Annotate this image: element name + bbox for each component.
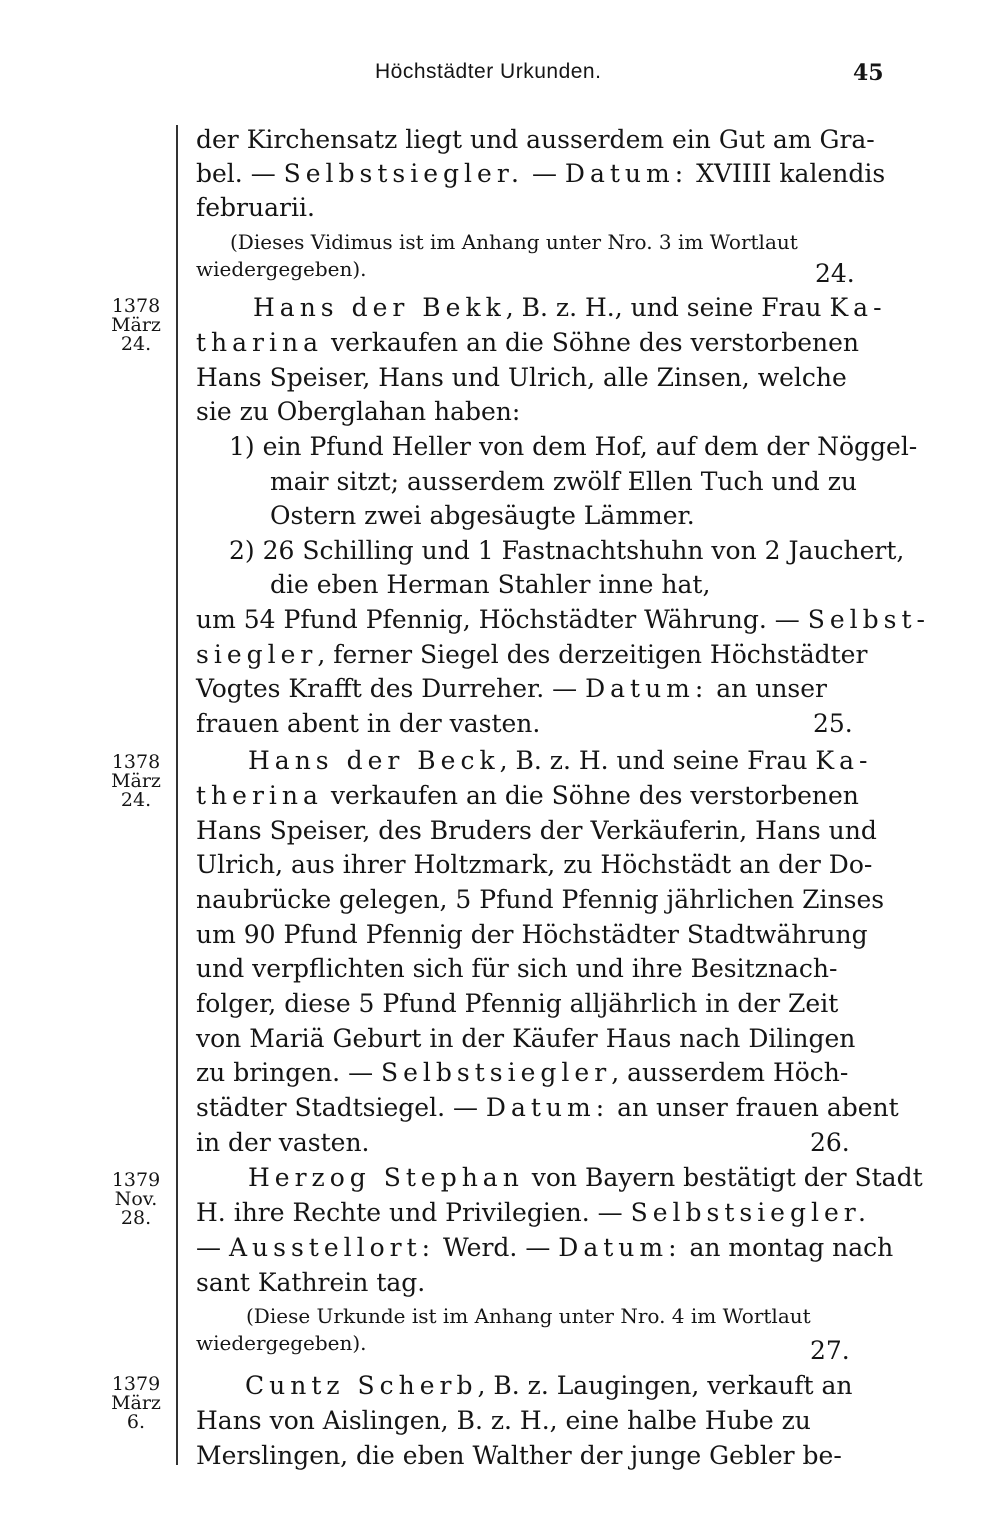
text-line: H. ihre Rechte und Privilegien. — Selbstsiegler. [196,1198,871,1227]
text-line: 1) ein Pfund Heller von dem Hof, auf dem der Nöggel- [229,432,918,461]
text-line: Hans der Bekk, B. z. H., und seine Frau Ka- [253,293,887,322]
text-line: bel. — Selbstsiegler. — Datum: XVIIII kalendis [196,159,886,188]
text-line: um 90 Pfund Pfennig der Höchstädter Stadtwährung [196,920,868,949]
text-line: tharina verkaufen an die Söhne des verstorbenen [196,328,860,357]
text-line: Hans von Aislingen, B. z. H., eine halbe Hube zu [196,1406,811,1435]
margin-date: 1378 März 24. [111,295,161,355]
text-line: Ulrich, aus ihrer Holtzmark, zu Höchstädt an der Do- [196,850,873,879]
text-line: mair sitzt; ausserdem zwölf Ellen Tuch und zu [270,467,857,496]
text-line: naubrücke gelegen, 5 Pfund Pfennig jährlichen Zinses [196,885,885,914]
text-line: zu bringen. — Selbstsiegler, ausserdem Höch- [196,1058,849,1087]
entry-number: 24. [815,259,855,288]
text-line: und verpflichten sich für sich und ihre Besitznach- [196,954,838,983]
text-line: 2) 26 Schilling und 1 Fastnachtshuhn von 2 Jauchert, [229,536,905,565]
page-number: 45 [853,60,884,86]
text-line: Cuntz Scherb, B. z. Laugingen, verkauft an [245,1371,853,1400]
text-line: städter Stadtsiegel. — Datum: an unser frauen abent [196,1093,899,1122]
entry-number: 25. [813,709,853,738]
margin-date: 1379 Nov. 28. [111,1169,161,1229]
text-line: Herzog Stephan von Bayern bestätigt der Stadt [248,1163,923,1192]
text-line: sie zu Oberglahan haben: [196,397,521,426]
text-line: frauen abent in der vasten. [196,709,541,738]
margin-rule [176,125,178,1465]
text-line: therina verkaufen an die Söhne des verstorbenen [196,781,859,810]
text-line: Hans Speiser, Hans und Ulrich, alle Zinsen, welche [196,363,847,392]
text-line: die eben Herman Stahler inne hat, [270,570,711,599]
text-line: Ostern zwei abgesäugte Lämmer. [270,501,695,530]
note-line: (Dieses Vidimus ist im Anhang unter Nro. 3 im Wortlaut [230,230,798,254]
note-line: (Diese Urkunde ist im Anhang unter Nro. 4 im Wortlaut [246,1304,811,1328]
text-line: folger, diese 5 Pfund Pfennig alljährlich in der Zeit [196,989,839,1018]
text-line: der Kirchensatz liegt und ausserdem ein Gut am Gra- [196,125,875,154]
text-line: siegler, ferner Siegel des derzeitigen Höchstädter [196,640,868,669]
text-line: von Mariä Geburt in der Käufer Haus nach Dilingen [196,1024,856,1053]
entry-number: 26. [810,1128,850,1157]
text-line: — Ausstellort: Werd. — Datum: an montag nach [196,1233,894,1262]
text-line: februarii. [196,193,315,222]
text-line: Hans Speiser, des Bruders der Verkäuferin, Hans und [196,816,877,845]
text-line: sant Kathrein tag. [196,1268,426,1297]
note-line: wiedergegeben). [196,1331,367,1355]
margin-date: 1378 März 24. [111,751,161,811]
text-line: Hans der Beck, B. z. H. und seine Frau Ka- [248,746,873,775]
text-line: Merslingen, die eben Walther der junge Gebler be- [196,1441,842,1470]
note-line: wiedergegeben). [196,257,367,281]
margin-date: 1379 März 6. [111,1373,161,1433]
text-line: Vogtes Krafft des Durreher. — Datum: an unser [196,674,827,703]
entry-number: 27. [810,1336,850,1365]
text-line: in der vasten. [196,1128,370,1157]
running-header-title: Höchstädter Urkunden. [375,60,602,83]
text-line: um 54 Pfund Pfennig, Höchstädter Währung. — Selbst- [196,605,930,634]
